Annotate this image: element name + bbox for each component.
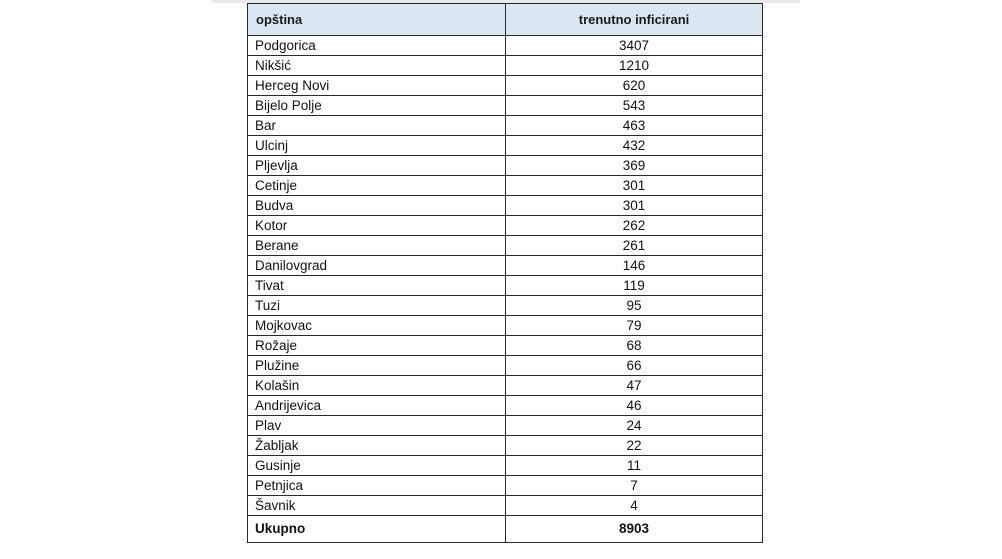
municipality-cell: Šavnik (248, 496, 506, 516)
municipality-cell: Podgorica (248, 36, 506, 56)
infected-count-cell: 95 (506, 296, 763, 316)
infected-count-cell: 1210 (506, 56, 763, 76)
municipality-cell: Plav (248, 416, 506, 436)
infected-count-cell: 11 (506, 456, 763, 476)
infected-count-cell: 7 (506, 476, 763, 496)
column-header-infected: trenutno inficirani (506, 4, 763, 36)
table-row (248, 36, 763, 56)
total-value: 8903 (506, 516, 763, 543)
municipality-cell: Tuzi (248, 296, 506, 316)
infections-table-container (247, 3, 763, 543)
table-row (248, 476, 763, 496)
municipality-cell: Žabljak (248, 436, 506, 456)
infected-count-cell: 79 (506, 316, 763, 336)
infected-count-cell: 301 (506, 196, 763, 216)
table-row (248, 56, 763, 76)
table-row (248, 156, 763, 176)
municipality-cell: Plužine (248, 356, 506, 376)
infected-count-cell: 3407 (506, 36, 763, 56)
municipality-cell: Bijelo Polje (248, 96, 506, 116)
infected-count-cell: 146 (506, 256, 763, 276)
table-row (248, 336, 763, 356)
infected-count-cell: 463 (506, 116, 763, 136)
table-row (248, 496, 763, 516)
table-row (248, 96, 763, 116)
municipality-cell: Herceg Novi (248, 76, 506, 96)
table-body (248, 36, 763, 516)
table-row (248, 256, 763, 276)
total-label: Ukupno (248, 516, 506, 543)
infected-count-cell: 24 (506, 416, 763, 436)
municipality-cell: Tivat (248, 276, 506, 296)
infected-count-cell: 620 (506, 76, 763, 96)
infected-count-cell: 119 (506, 276, 763, 296)
table-row (248, 136, 763, 156)
table-row (248, 76, 763, 96)
infections-table (247, 3, 763, 543)
table-row (248, 176, 763, 196)
municipality-cell: Mojkovac (248, 316, 506, 336)
municipality-cell: Budva (248, 196, 506, 216)
municipality-cell: Nikšić (248, 56, 506, 76)
infected-count-cell: 262 (506, 216, 763, 236)
municipality-cell: Berane (248, 236, 506, 256)
infected-count-cell: 46 (506, 396, 763, 416)
municipality-cell: Petnjica (248, 476, 506, 496)
table-row (248, 116, 763, 136)
table-row (248, 416, 763, 436)
header-row (248, 4, 763, 36)
table-row (248, 236, 763, 256)
table-row (248, 396, 763, 416)
municipality-cell: Andrijevica (248, 396, 506, 416)
infected-count-cell: 301 (506, 176, 763, 196)
municipality-cell: Ulcinj (248, 136, 506, 156)
municipality-cell: Gusinje (248, 456, 506, 476)
table-row (248, 316, 763, 336)
infected-count-cell: 369 (506, 156, 763, 176)
infected-count-cell: 4 (506, 496, 763, 516)
infected-count-cell: 22 (506, 436, 763, 456)
infected-count-cell: 543 (506, 96, 763, 116)
table-row (248, 436, 763, 456)
column-header-municipality: opština (248, 4, 506, 36)
table-row (248, 356, 763, 376)
municipality-cell: Kolašin (248, 376, 506, 396)
table-row (248, 196, 763, 216)
infected-count-cell: 432 (506, 136, 763, 156)
municipality-cell: Bar (248, 116, 506, 136)
table-row (248, 296, 763, 316)
municipality-cell: Cetinje (248, 176, 506, 196)
infected-count-cell: 261 (506, 236, 763, 256)
infected-count-cell: 47 (506, 376, 763, 396)
municipality-cell: Rožaje (248, 336, 506, 356)
municipality-cell: Pljevlja (248, 156, 506, 176)
table-row (248, 216, 763, 236)
infected-count-cell: 66 (506, 356, 763, 376)
infected-count-cell: 68 (506, 336, 763, 356)
table-row (248, 376, 763, 396)
total-row (248, 516, 763, 543)
table-row (248, 456, 763, 476)
municipality-cell: Kotor (248, 216, 506, 236)
table-row (248, 276, 763, 296)
municipality-cell: Danilovgrad (248, 256, 506, 276)
